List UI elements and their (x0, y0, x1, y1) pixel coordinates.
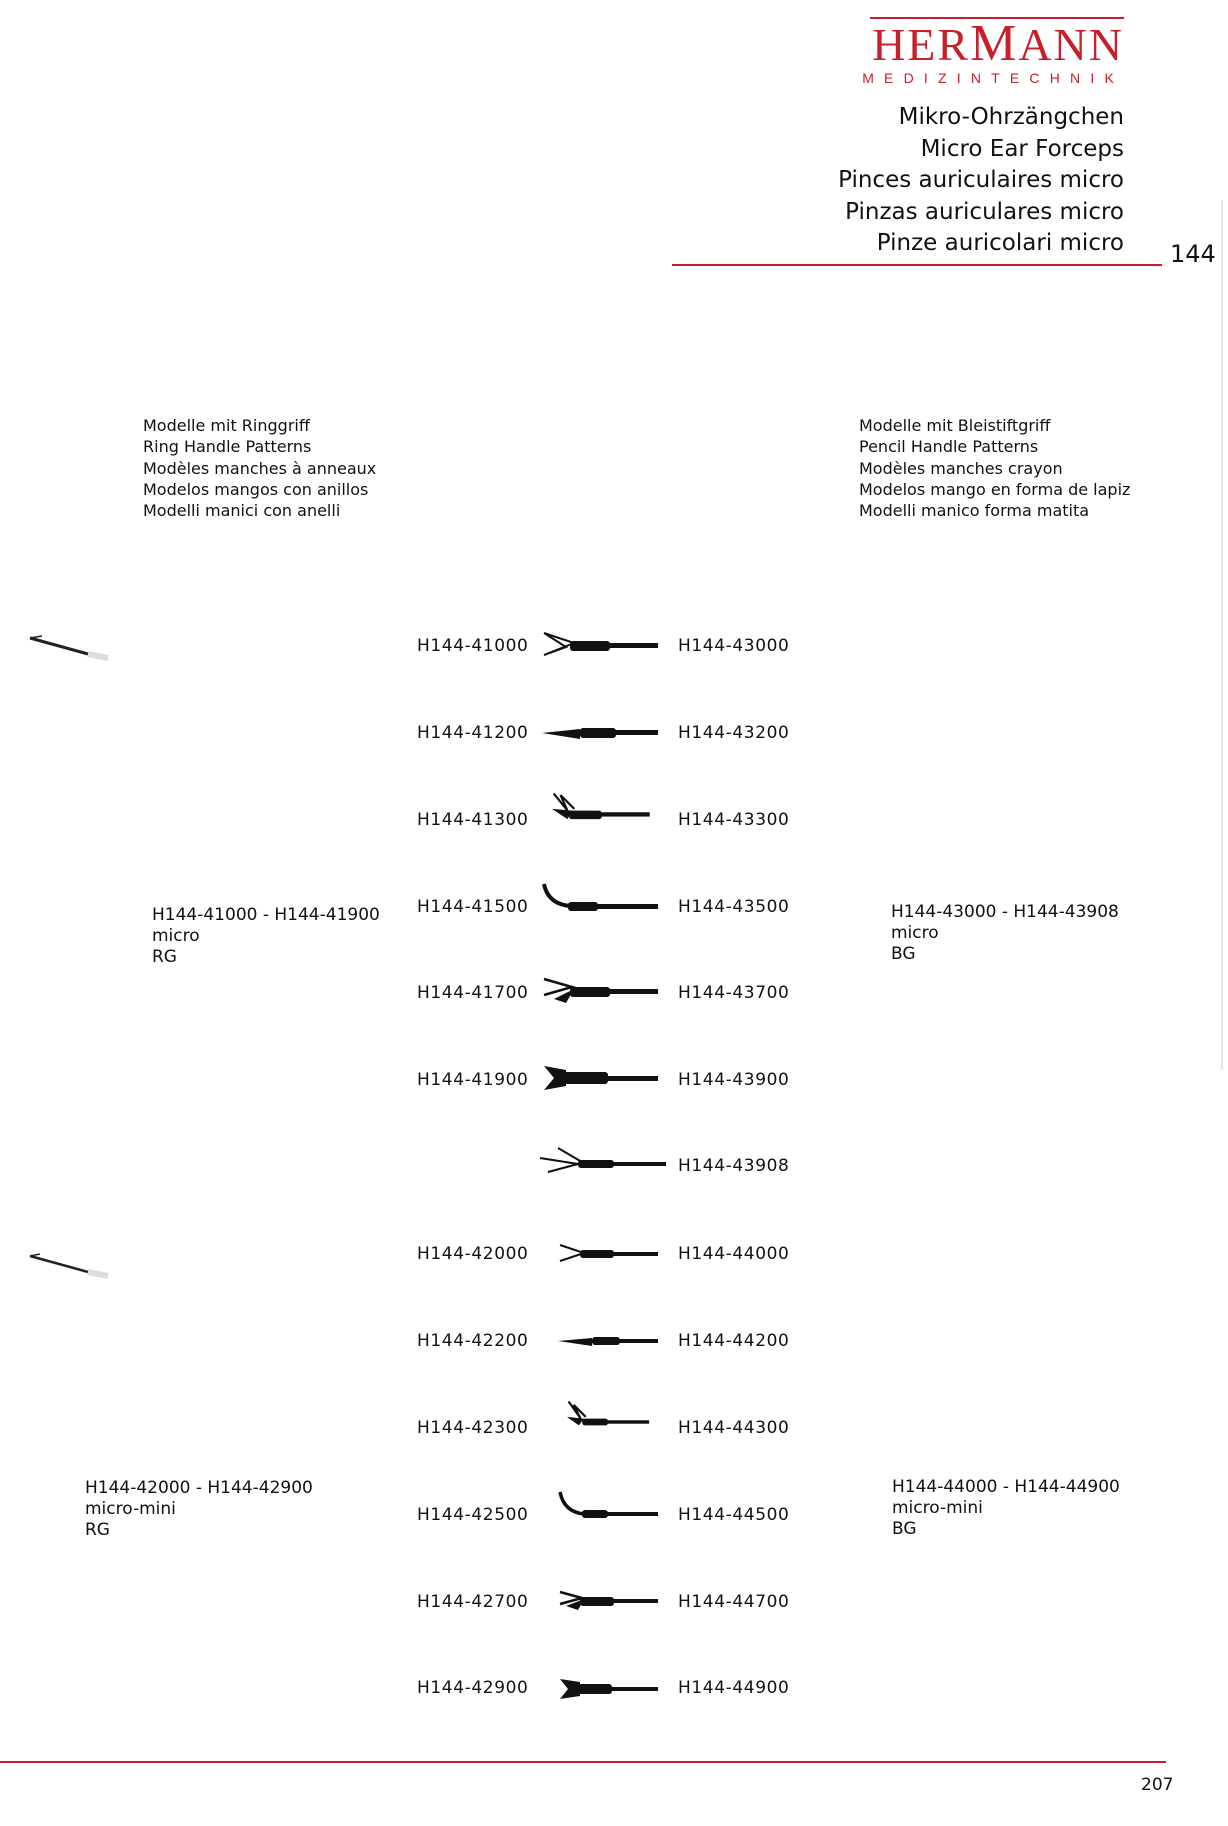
left-code: H144-42900 (417, 1678, 529, 1698)
range-handle: RG (152, 947, 177, 967)
forceps-angled-up-icon (540, 790, 660, 826)
right-code: H144-43700 (678, 983, 790, 1003)
product-titles (838, 102, 1124, 260)
brand-subtitle: MEDIZINTECHNIK (862, 70, 1124, 86)
forceps-wide-jaw-icon (556, 1584, 660, 1620)
footer-rule (0, 1761, 1166, 1763)
right-code: H144-43000 (678, 636, 790, 656)
ring-handle-en: Ring Handle Patterns (143, 437, 312, 457)
pencil-handle-de: Modelle mit Bleistiftgriff (859, 416, 1051, 435)
pencil-handle-en: Pencil Handle Patterns (859, 437, 1039, 457)
range-handle: RG (85, 1520, 110, 1540)
brand-logo: HERMANN (872, 15, 1124, 72)
forceps-cup-jaw-icon (540, 1060, 660, 1096)
range-size: micro-mini (85, 1499, 176, 1519)
forceps-cup-jaw-icon (556, 1671, 660, 1707)
left-code: H144-41300 (417, 810, 529, 830)
left-code: H144-42500 (417, 1505, 529, 1525)
right-code: H144-43200 (678, 723, 790, 743)
forceps-curved-icon (556, 1490, 660, 1526)
page-edge-shadow (1221, 200, 1223, 1070)
range-micro-bg (891, 902, 1119, 965)
forceps-curved-icon (540, 882, 660, 918)
forceps-angled-up-icon (556, 1398, 660, 1434)
forceps-straight-jaw-icon (540, 629, 660, 665)
title-fr: Pinces auriculaires micro (838, 167, 1124, 193)
ring-handle-de: Modelle mit Ringgriff (143, 416, 310, 435)
title-en: Micro Ear Forceps (920, 135, 1124, 162)
left-code: H144-42000 (417, 1244, 529, 1264)
forceps-fine-straight-icon (540, 716, 660, 752)
right-code: H144-44300 (678, 1418, 790, 1438)
right-code: H144-44000 (678, 1244, 790, 1264)
right-code: H144-44200 (678, 1331, 790, 1351)
title-es: Pinzas auriculares micro (845, 198, 1124, 225)
ring-handle-it: Modelli manici con anelli (143, 501, 341, 521)
range-size: micro-mini (892, 1498, 983, 1518)
pencil-handle-it: Modelli manico forma matita (859, 501, 1090, 521)
right-code: H144-43300 (678, 810, 790, 830)
header-rule (672, 264, 1162, 266)
range-code: H144-42000 - H144-42900 (85, 1478, 313, 1498)
forceps-fine-straight-icon (556, 1324, 660, 1360)
range-code: H144-43000 - H144-43908 (891, 902, 1119, 922)
pencil-handle-fr: Modèles manches crayon (859, 458, 1063, 478)
instrument-margin-icon (28, 1250, 108, 1280)
forceps-wide-jaw-icon (540, 973, 660, 1009)
range-handle: BG (891, 944, 916, 964)
ring-handle-fr: Modèles manches à anneaux (143, 458, 377, 478)
left-code: H144-42200 (417, 1331, 529, 1351)
right-code: H144-44700 (678, 1592, 790, 1612)
left-code: H144-41700 (417, 983, 529, 1003)
range-handle: BG (892, 1519, 917, 1539)
forceps-straight-jaw-icon (556, 1237, 660, 1273)
right-code: H144-43908 (678, 1156, 790, 1176)
left-code: H144-41500 (417, 897, 529, 917)
title-de: Mikro-Ohrzängchen (898, 104, 1124, 130)
page-number: 207 (1141, 1775, 1174, 1795)
forceps-long-jaw-icon (538, 1144, 668, 1180)
ring-handle-es: Modelos mangos con anillos (143, 479, 369, 499)
range-code: H144-44000 - H144-44900 (892, 1477, 1120, 1497)
pencil-handle-block (859, 415, 1130, 521)
right-code: H144-43900 (678, 1070, 790, 1090)
left-code: H144-42300 (417, 1418, 529, 1438)
left-code: H144-41900 (417, 1070, 529, 1090)
range-code: H144-41000 - H144-41900 (152, 905, 380, 925)
range-mini-rg (85, 1478, 313, 1541)
ring-handle-block (143, 415, 376, 521)
right-code: H144-44500 (678, 1505, 790, 1525)
chapter-number: 144 (1170, 240, 1216, 268)
right-code: H144-44900 (678, 1678, 790, 1698)
left-code: H144-42700 (417, 1592, 529, 1612)
pencil-handle-es: Modelos mango en forma de lapiz (859, 479, 1131, 499)
right-code: H144-43500 (678, 897, 790, 917)
range-micro-rg (152, 905, 380, 968)
left-code: H144-41200 (417, 723, 529, 743)
instrument-margin-icon (28, 632, 108, 662)
title-it: Pinze auricolari micro (876, 230, 1124, 256)
range-size: micro (152, 926, 200, 946)
left-code: H144-41000 (417, 636, 529, 656)
range-size: micro (891, 923, 939, 943)
range-mini-bg (892, 1477, 1120, 1540)
